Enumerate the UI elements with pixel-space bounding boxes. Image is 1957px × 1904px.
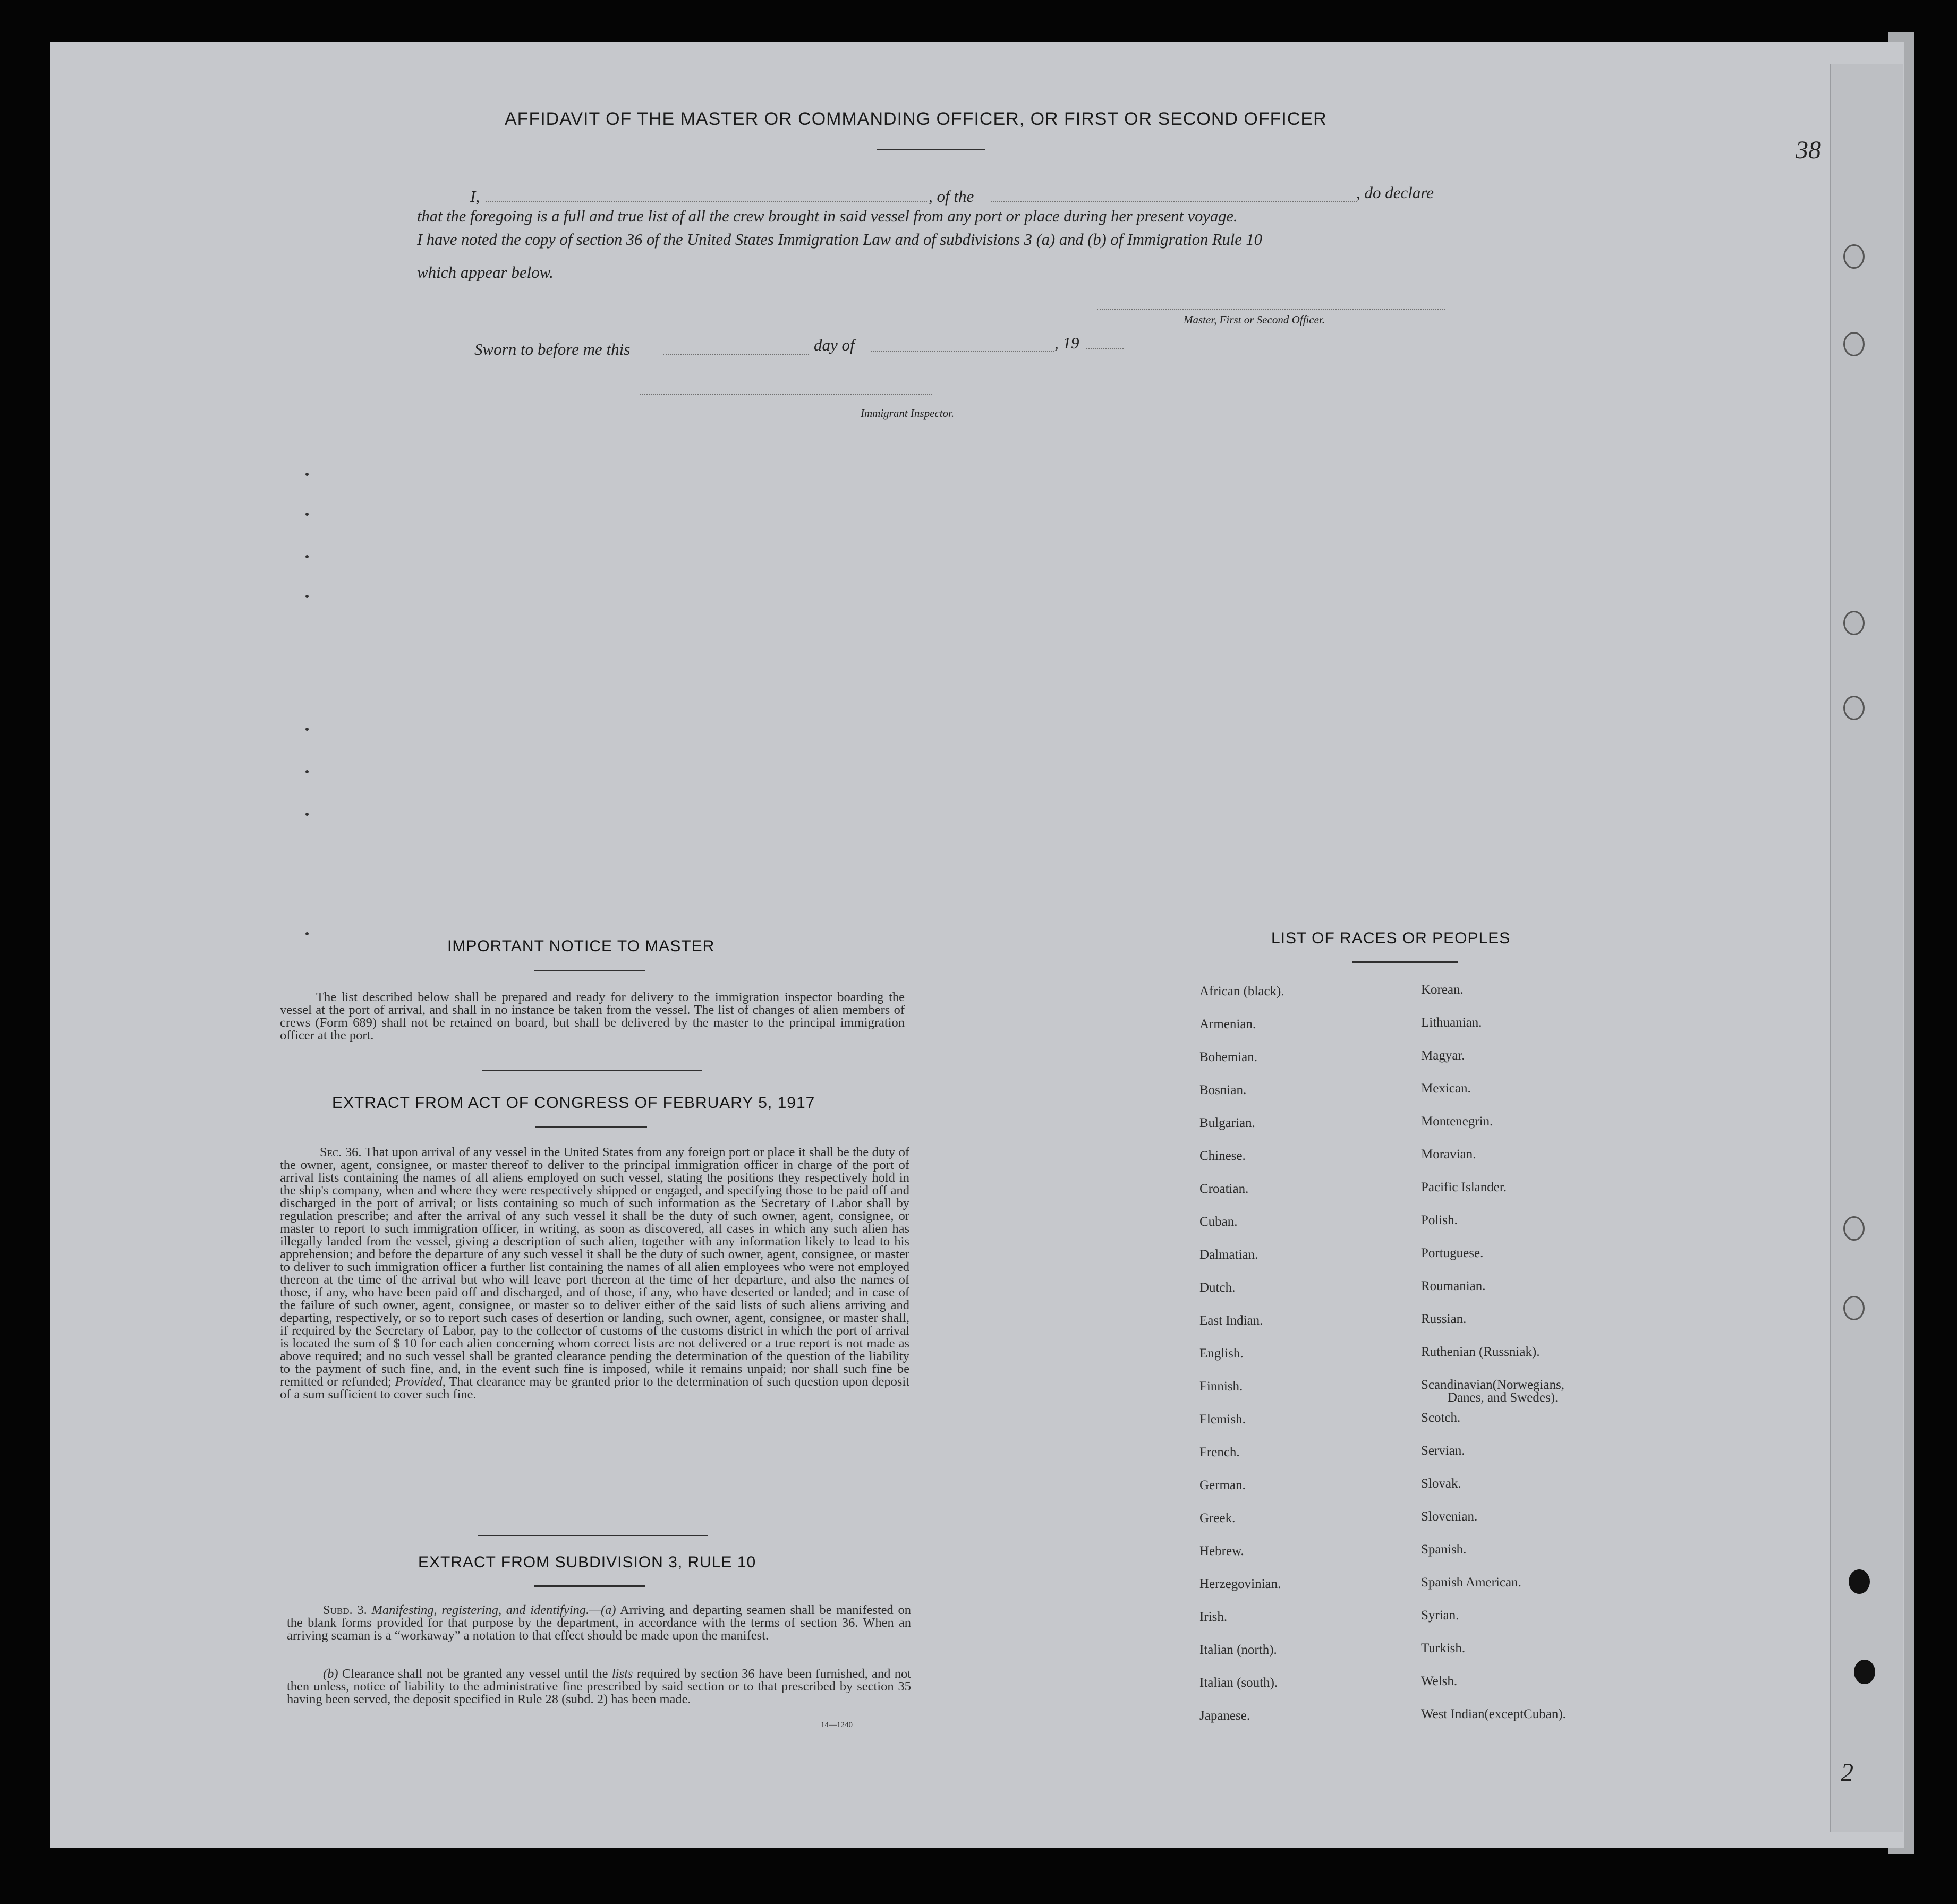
act-rule xyxy=(535,1126,647,1128)
act-text xyxy=(280,1146,909,1401)
handwritten-mark: 2 xyxy=(1841,1758,1853,1787)
margin-dot xyxy=(305,770,309,773)
race-item-scandinavian: Scandinavian(Norwegians, xyxy=(1421,1378,1565,1392)
form-number: 14—1240 xyxy=(821,1721,853,1729)
race-item: German. xyxy=(1199,1478,1246,1492)
sworn-year-blank[interactable] xyxy=(1086,348,1124,349)
margin-dot xyxy=(305,728,309,731)
subd-label: Subd. 3. xyxy=(323,1603,367,1617)
race-item: Cuban. xyxy=(1199,1215,1238,1229)
race-item: Slovenian. xyxy=(1421,1509,1478,1524)
name-blank[interactable] xyxy=(486,201,927,202)
binder-hole xyxy=(1843,611,1865,635)
margin-dot xyxy=(305,932,309,935)
race-item: Roumanian. xyxy=(1421,1279,1486,1293)
binder-hole xyxy=(1843,696,1865,720)
race-item: Montenegrin. xyxy=(1421,1114,1493,1129)
vessel-blank[interactable] xyxy=(991,201,1357,202)
notice-heading: IMPORTANT NOTICE TO MASTER xyxy=(447,937,715,955)
binder-hole xyxy=(1843,244,1865,269)
races-left-column xyxy=(1199,984,1284,1741)
rule-text-a xyxy=(287,1604,911,1642)
race-item: Magyar. xyxy=(1421,1048,1465,1063)
margin-dot xyxy=(305,813,309,816)
race-item: Moravian. xyxy=(1421,1147,1476,1162)
race-item: Bosnian. xyxy=(1199,1083,1247,1097)
race-item: West Indian(exceptCuban). xyxy=(1421,1707,1566,1721)
title-rule xyxy=(877,149,985,150)
race-item: Russian. xyxy=(1421,1312,1467,1326)
affidavit-line-4: which appear below. xyxy=(417,263,554,281)
act-body: That upon arrival of any vessel in the United States from any foreign port or place it shall be the duty of the owner, agent, consignee, or master thereof to deliver to the principal immigration officer in charge of the port of arrival lists containing the names of all aliens employed on such vessel, stating the positions they respectively hold in the ship's company, when and where they were respectively shipped or engaged, and specifying those to be paid off and discharged in the port of arrival; or lists containing so much of such information as the Secretary of Labor shall by regulation prescribe; and after the arrival of any such vessel it shall be the duty of such owner, agent, consignee, or master to report to such immigration officer, in writing, as soon as discovered, all cases in which any such alien has illegally landed from the vessel, giving a description of such alien, together with any information likely to lead to his apprehension; and before the departure of any such vessel it shall be the duty of such owner, agent, consignee, or master to deliver to such immigration officer a further list containing the names of all alien employees who were not employed thereon at the time of the arrival but who will leave port thereon at the time of her departure, and also the names of those, if any, who have been paid off and discharged, and of those, if any, who have deserted or landed; and in case of the failure of such owner, agent, consignee, or master so to deliver either of the said lists of such aliens arriving and departing, respectively, or so to report such cases of desertion or landing, such owner, agent, consignee, or master shall, if required by the Secretary of Labor, pay to the collector of customs of the customs district in which the port of arrival is located the sum of $ 10 for each alien concerning whom correct lists are not delivered or a true report is not made as above required; and no such vessel shall be granted clearance pending the determination of the question of the liability to the payment of such fine, and, in the event such fine is imposed, while it remains unpaid; nor shall such fine be remitted or refunded; xyxy=(280,1145,909,1389)
race-item: French. xyxy=(1199,1445,1240,1459)
race-item: Mexican. xyxy=(1421,1081,1471,1096)
race-item: Italian (south). xyxy=(1199,1676,1278,1690)
sworn-label: Sworn to before me this xyxy=(474,340,631,358)
race-item: Bulgarian. xyxy=(1199,1116,1255,1130)
sworn-month-blank[interactable] xyxy=(871,351,1054,352)
subd-b-body-1: Clearance shall not be granted any vessel until the xyxy=(342,1667,608,1681)
binder-hole xyxy=(1843,1296,1865,1320)
race-item: Spanish American. xyxy=(1421,1575,1521,1590)
affidavit-declare: , do declare xyxy=(1356,183,1434,202)
race-item xyxy=(1421,1378,1566,1411)
race-item: Polish. xyxy=(1421,1213,1458,1227)
sworn-day-blank[interactable] xyxy=(663,354,809,355)
races-right-column xyxy=(1421,983,1566,1740)
inspector-caption: Immigrant Inspector. xyxy=(861,407,955,420)
binder-hole xyxy=(1849,1569,1870,1594)
race-item: English. xyxy=(1199,1346,1244,1361)
affidavit-of-the: , of the xyxy=(929,187,974,206)
race-item: Bohemian. xyxy=(1199,1050,1258,1064)
binder-hole xyxy=(1854,1660,1875,1684)
handwritten-page-number: 38 xyxy=(1796,136,1821,164)
act-section-label: Sec. 36. xyxy=(320,1145,362,1159)
race-item: Korean. xyxy=(1421,983,1464,997)
subd-b-body-2: required by section 36 have been furnished, and not then unless, notice of liability to the administrative fine prescribed by said section or to that prescribed by section 35 having been served, the deposit specified in Rule 28 (subd. 2) has been made. xyxy=(287,1667,912,1706)
race-item: Turkish. xyxy=(1421,1641,1466,1655)
race-item: African (black). xyxy=(1199,984,1284,998)
margin-dot xyxy=(305,473,309,476)
race-item: Syrian. xyxy=(1421,1608,1459,1623)
subd-title: Manifesting, registering, and identifying.—(a) xyxy=(371,1603,616,1617)
act-provided: Provided, xyxy=(395,1374,446,1389)
race-item: Welsh. xyxy=(1421,1674,1458,1688)
race-item: Italian (north). xyxy=(1199,1643,1277,1657)
race-item: Dutch. xyxy=(1199,1280,1236,1295)
race-item: Portuguese. xyxy=(1421,1246,1484,1260)
rule-rule xyxy=(534,1585,645,1587)
section-rule xyxy=(482,1070,702,1071)
rule-text-b xyxy=(287,1668,911,1706)
race-item: Hebrew. xyxy=(1199,1544,1244,1558)
race-item: Finnish. xyxy=(1199,1379,1243,1394)
affidavit-title: AFFIDAVIT OF THE MASTER OR COMMANDING OFFICER, OR FIRST OR SECOND OFFICER xyxy=(505,109,1327,129)
race-item: Servian. xyxy=(1421,1444,1465,1458)
race-item: Ruthenian (Russniak). xyxy=(1421,1345,1540,1359)
notice-text: The list described below shall be prepared and ready for delivery to the immigration inspector boarding the vessel at the port of arrival, and shall in no instance be taken from the vessel. The list of changes of alien members of crews (Form 689) shall not be retained on board, but shall be delivered by the master to the principal immigration officer at the port. xyxy=(280,990,905,1043)
act-body-end: That clearance may be granted prior to the determination of such question upon deposit of a sum sufficient to cover such fine. xyxy=(280,1374,910,1402)
margin-dot xyxy=(305,595,309,598)
subd-a-body: Arriving and departing seamen shall be manifested on the blank forms provided for that purpose by the department, in accordance with the terms of section 36. When an arriving seaman is a “workaway” a notation to that effect should be made upon the manifest. xyxy=(287,1603,911,1643)
race-item: Croatian. xyxy=(1199,1182,1249,1196)
race-item: East Indian. xyxy=(1199,1313,1263,1328)
binder-hole xyxy=(1843,332,1865,356)
races-rule xyxy=(1352,961,1458,963)
race-item: Japanese. xyxy=(1199,1709,1250,1723)
officer-signature-caption: Master, First or Second Officer. xyxy=(1184,313,1325,326)
race-item: Dalmatian. xyxy=(1199,1248,1258,1262)
race-item: Chinese. xyxy=(1199,1149,1246,1163)
act-heading: EXTRACT FROM ACT OF CONGRESS OF FEBRUARY 5, 1917 xyxy=(332,1094,815,1112)
race-item: Herzegovinian. xyxy=(1199,1577,1281,1591)
race-item-scandinavian-cont: Danes, and Swedes). xyxy=(1448,1390,1559,1405)
day-of-label: day of xyxy=(814,336,855,354)
binder-hole xyxy=(1843,1216,1865,1241)
subd-b-lists: lists xyxy=(611,1667,633,1681)
rule-heading: EXTRACT FROM SUBDIVISION 3, RULE 10 xyxy=(418,1553,756,1571)
race-item: Greek. xyxy=(1199,1511,1236,1525)
races-heading: LIST OF RACES OR PEOPLES xyxy=(1271,929,1511,947)
race-item: Armenian. xyxy=(1199,1017,1256,1031)
race-item: Flemish. xyxy=(1199,1412,1246,1427)
officer-signature-line[interactable] xyxy=(1097,309,1445,310)
race-item: Pacific Islander. xyxy=(1421,1180,1507,1194)
year-prefix: , 19 xyxy=(1054,334,1079,352)
race-item: Scotch. xyxy=(1421,1411,1461,1425)
race-item: Slovak. xyxy=(1421,1476,1461,1491)
affidavit-line-2: that the foregoing is a full and true list of all the crew brought in said vessel from any port or place during her present voyage. xyxy=(417,207,1238,225)
notice-rule xyxy=(534,970,645,971)
race-item: Irish. xyxy=(1199,1610,1228,1624)
document-page xyxy=(50,42,1904,1848)
race-item: Lithuanian. xyxy=(1421,1015,1482,1030)
margin-dot xyxy=(305,555,309,558)
section-rule xyxy=(478,1535,708,1536)
subd-b-label: (b) xyxy=(323,1667,338,1681)
margin-dot xyxy=(305,513,309,516)
race-item: Spanish. xyxy=(1421,1542,1467,1557)
page-edge-stack xyxy=(1830,64,1903,1832)
inspector-signature-line[interactable] xyxy=(640,394,932,395)
affidavit-i: I, xyxy=(470,187,480,206)
affidavit-line-3: I have noted the copy of section 36 of the United States Immigration Law and of subdivisions 3 (a) and (b) of Immigration Rule 10 xyxy=(417,230,1262,249)
